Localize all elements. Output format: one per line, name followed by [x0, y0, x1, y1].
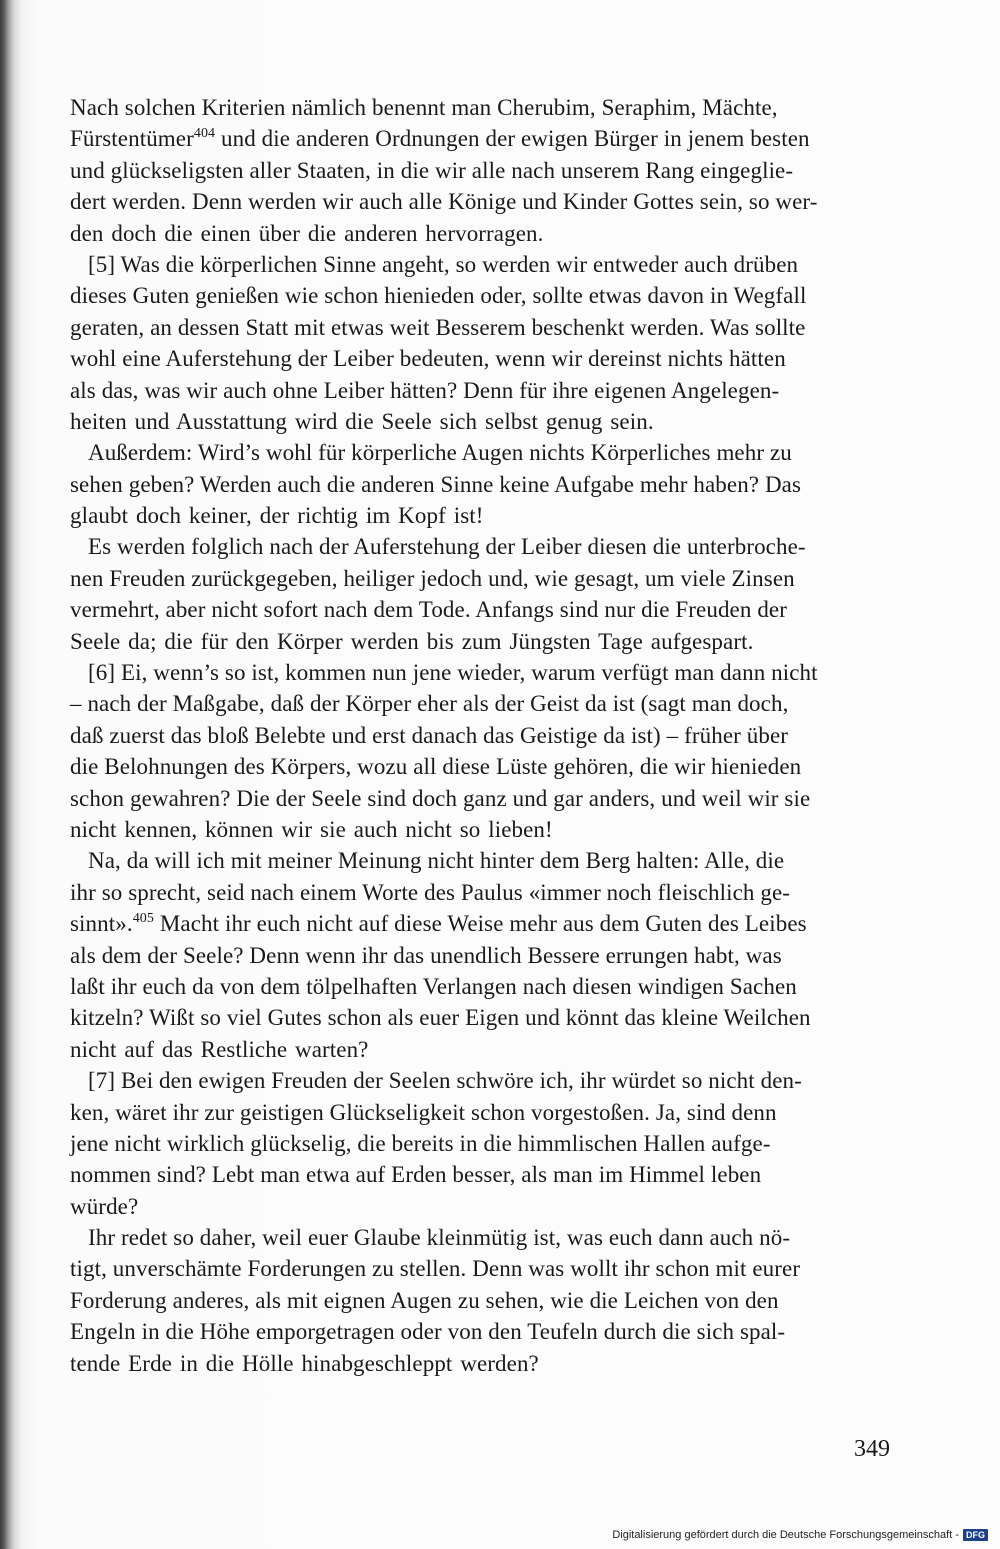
text-segment: tende Erde in die Hölle hinabgeschleppt werden?	[70, 1350, 539, 1376]
text-line	[70, 1285, 892, 1316]
text-segment: dert werden. Denn werden wir auch alle Könige und Kinder Gottes sein, so wer-	[70, 189, 818, 215]
text-line	[70, 92, 892, 123]
text-segment: und glückseligsten aller Staaten, in die wir alle nach unserem Rang eingeglie-	[70, 157, 794, 183]
text-segment: nicht auf das Restliche warten?	[70, 1036, 369, 1062]
text-line	[70, 249, 892, 280]
text-segment: jene nicht wirklich glückselig, die bereits in die himmlischen Hallen aufge-	[70, 1130, 771, 1156]
text-segment: geraten, an dessen Statt mit etwas weit Besserem beschenkt werden. Was sollte	[70, 314, 806, 340]
text-line	[70, 186, 892, 217]
text-line	[70, 908, 892, 939]
text-segment: Seele da; die für den Körper werden bis zum Jüngsten Tage aufgespart.	[70, 628, 754, 654]
footnote-reference: 405	[132, 911, 154, 927]
text-line	[70, 406, 892, 437]
text-segment: heiten und Ausstattung wird die Seele sich selbst genug sein.	[70, 408, 654, 434]
text-segment: kitzeln? Wißt so viel Gutes schon als euer Eigen und könnt das kleine Weilchen	[70, 1005, 811, 1031]
text-segment: würde?	[70, 1193, 139, 1219]
text-segment: Fürstentümer	[70, 126, 194, 152]
text-segment: nen Freuden zurückgegeben, heiliger jedoch und, wie gesagt, um viele Zinsen	[70, 565, 795, 591]
footnote-reference: 404	[193, 126, 216, 142]
text-segment: ken, wäret ihr zur geistigen Glückseligkeit schon vorgestoßen. Ja, sind denn	[70, 1099, 777, 1125]
text-line	[70, 814, 892, 845]
text-line	[70, 437, 892, 468]
text-segment: Na, da will ich mit meiner Meinung nicht hinter dem Berg halten: Alle, die	[88, 848, 785, 874]
text-line	[70, 626, 892, 657]
text-segment: als dem der Seele? Denn wenn ihr das unendlich Bessere errungen habt, was	[70, 942, 782, 968]
text-segment: sehen geben? Werden auch die anderen Sinne keine Aufgabe mehr haben? Das	[70, 471, 802, 497]
text-line	[70, 1253, 892, 1284]
text-line	[70, 940, 892, 971]
text-segment: [7] Bei den ewigen Freuden der Seelen schwöre ich, ihr würdet so nicht den-	[88, 1068, 802, 1094]
text-segment: Außerdem: Wird’s wohl für körperliche Augen nichts Körperliches mehr zu	[88, 440, 792, 466]
text-segment: Nach solchen Kriterien nämlich benennt man Cherubim, Seraphim, Mächte,	[70, 95, 778, 120]
text-line	[70, 531, 892, 562]
text-line	[70, 123, 892, 154]
digitization-footer	[612, 1529, 988, 1541]
text-segment: Ihr redet so daher, weil euer Glaube kleinmütig ist, was euch dann auch nö-	[88, 1225, 791, 1251]
text-segment: die Belohnungen des Körpers, wozu all diese Lüste gehören, die wir hienieden	[70, 754, 802, 780]
text-line	[70, 594, 892, 625]
text-line	[70, 720, 892, 751]
text-segment: schon gewahren? Die der Seele sind doch ganz und gar anders, und weil wir sie	[70, 785, 811, 811]
text-segment: nommen sind? Lebt man etwa auf Erden besser, als man im Himmel leben	[70, 1162, 762, 1188]
text-segment: nicht kennen, können wir sie auch nicht so lieben!	[70, 816, 553, 842]
text-segment: wohl eine Auferstehung der Leiber bedeuten, wenn wir dereinst nichts hätten	[70, 346, 786, 372]
text-segment: laßt ihr euch da von dem tölpelhaften Verlangen nach diesen windigen Sachen	[70, 973, 797, 999]
text-line	[70, 1097, 892, 1128]
text-line	[70, 751, 892, 782]
footer-text: Digitalisierung gefördert durch die Deutsche Forschungsgemeinschaft -	[612, 1529, 959, 1541]
text-segment: Es werden folglich nach der Auferstehung der Leiber diesen die unterbroche-	[88, 534, 806, 560]
text-segment: Forderung anderes, als mit eignen Augen zu sehen, wie die Leichen von den	[70, 1287, 779, 1313]
text-segment: den doch die einen über die anderen hervorragen.	[70, 220, 544, 246]
text-line	[70, 783, 892, 814]
text-segment: daß zuerst das bloß Belebte und erst danach das Geistige da ist) – früher über	[70, 722, 789, 748]
text-line	[70, 343, 892, 374]
text-segment: dieses Guten genießen wie schon hienieden oder, sollte etwas davon in Wegfall	[70, 283, 807, 309]
text-line	[70, 218, 892, 249]
page-number: 349	[854, 1436, 890, 1462]
text-segment: [6] Ei, wenn’s so ist, kommen nun jene wieder, warum verfügt man dann nicht	[88, 660, 818, 686]
text-segment: glaubt doch keiner, der richtig im Kopf ist!	[70, 503, 484, 529]
text-line	[70, 469, 892, 500]
text-line	[70, 1191, 892, 1222]
text-segment: tigt, unverschämte Forderungen zu stellen. Denn was wollt ihr schon mit eurer	[70, 1256, 801, 1282]
text-segment: und die anderen Ordnungen der ewigen Bürger in jenem besten	[215, 126, 810, 152]
text-line	[70, 688, 892, 719]
text-segment: ihr so sprecht, seid nach einem Worte des Paulus «immer noch fleischlich ge-	[70, 879, 791, 905]
text-segment: sinnt».	[70, 911, 133, 937]
text-line	[70, 845, 892, 876]
text-segment: [5] Was die körperlichen Sinne angeht, so werden wir entweder auch drüben	[88, 251, 799, 277]
text-segment: vermehrt, aber nicht sofort nach dem Tode. Anfangs sind nur die Freuden der	[70, 597, 787, 623]
text-line	[70, 971, 892, 1002]
text-segment: Engeln in die Höhe emporgetragen oder von den Teufeln durch die sich spal-	[70, 1319, 786, 1345]
text-line	[70, 312, 892, 343]
text-line	[70, 1065, 892, 1096]
text-line	[70, 1159, 892, 1190]
text-segment: – nach der Maßgabe, daß der Körper eher als der Geist da ist (sagt man doch,	[70, 691, 789, 717]
text-line	[70, 375, 892, 406]
text-line	[70, 1348, 892, 1379]
text-line	[70, 155, 892, 186]
text-line	[70, 1002, 892, 1033]
text-line	[70, 1034, 892, 1065]
text-line	[70, 657, 892, 688]
text-line	[70, 1222, 892, 1253]
text-line	[70, 877, 892, 908]
text-line	[70, 280, 892, 311]
text-line	[70, 1128, 892, 1159]
dfg-logo-icon: DFG	[963, 1529, 988, 1541]
text-segment: Macht ihr euch nicht auf diese Weise mehr aus dem Guten des Leibes	[154, 911, 807, 937]
text-segment: als das, was wir auch ohne Leiber hätten? Denn für ihre eigenen Angelegen-	[70, 377, 780, 403]
text-line	[70, 500, 892, 531]
text-line	[70, 563, 892, 594]
body-text	[70, 92, 892, 1379]
text-line	[70, 1316, 892, 1347]
